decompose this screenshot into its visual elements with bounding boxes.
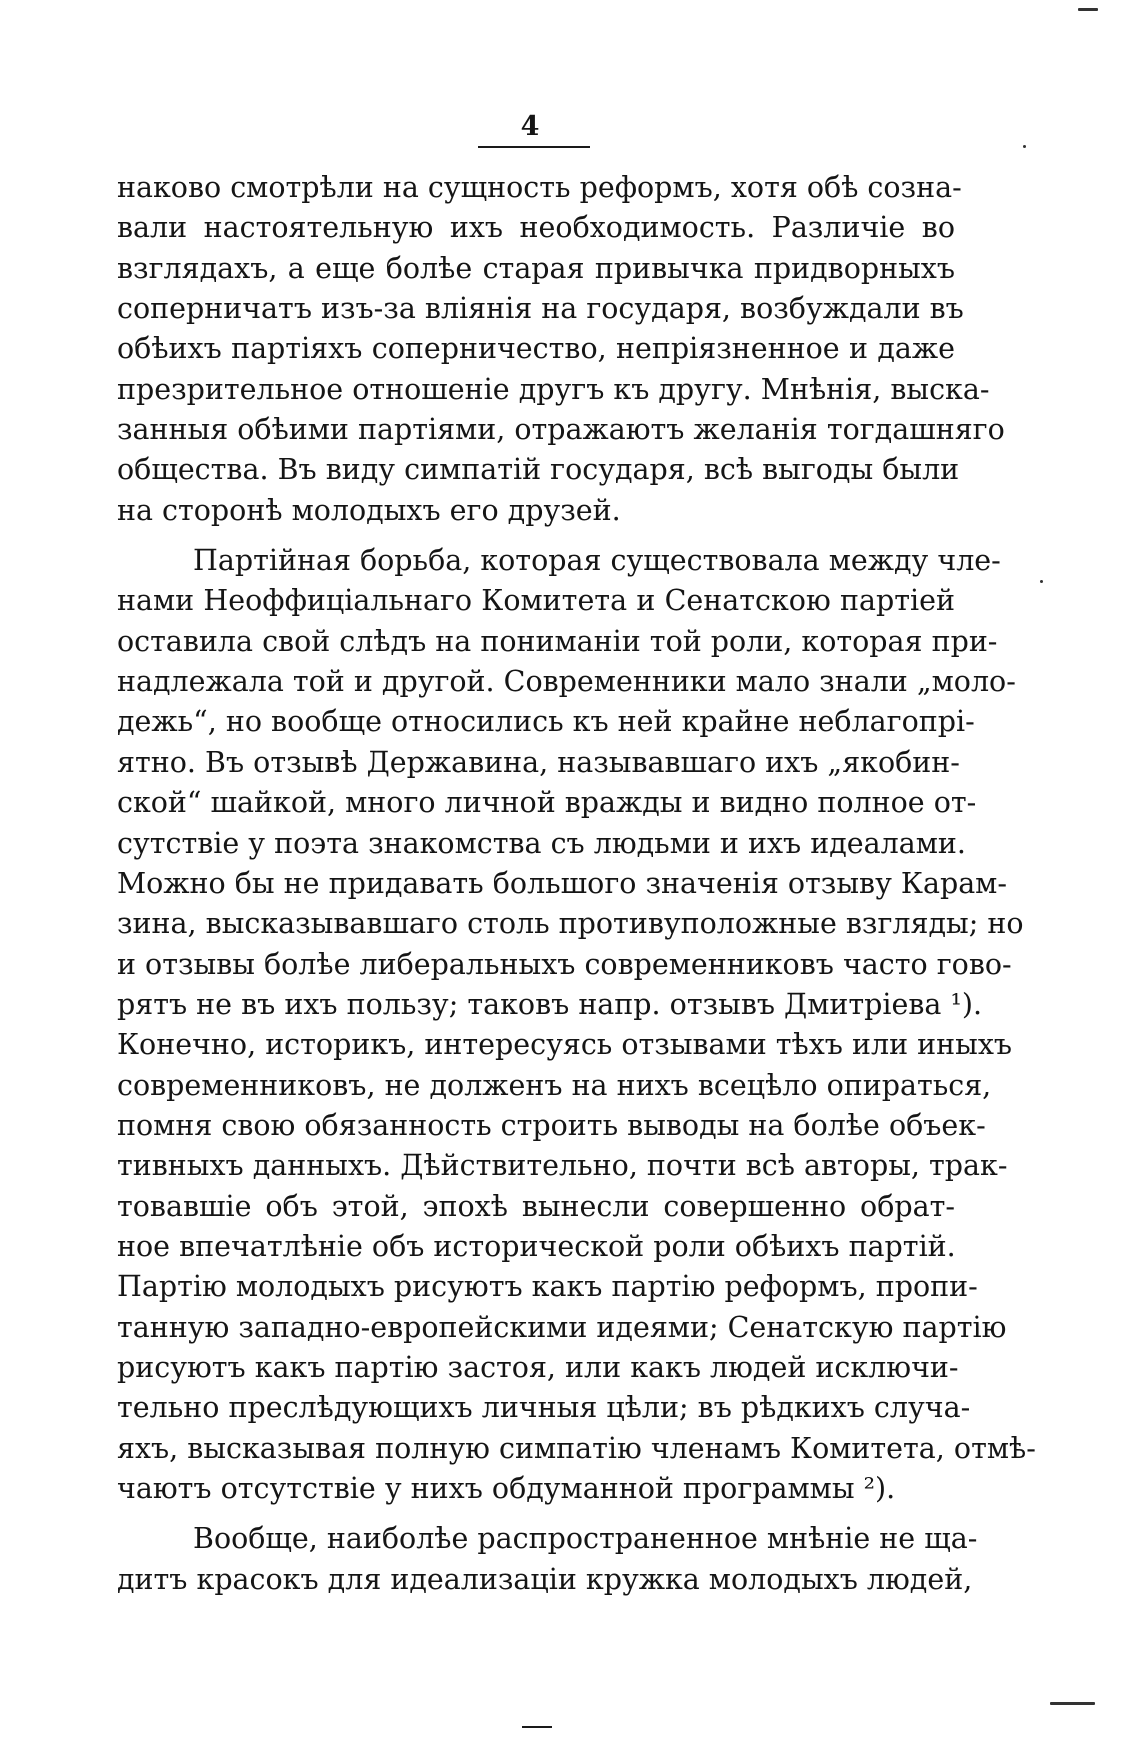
text-line: соперничатъ изъ-за вліянія на государя, возбуждали въ xyxy=(117,292,964,326)
text-line: рисуютъ какъ партію застоя, или какъ людей исключи- xyxy=(117,1350,959,1384)
text-line: чаютъ отсутствіе у нихъ обдуманной программы ²). xyxy=(117,1472,896,1505)
text-line: тельно преслѣдующихъ личныя цѣли; въ рѣдкихъ случа- xyxy=(117,1391,971,1425)
text-line: Вообще, наиболѣе распространенное мнѣніе не ща- xyxy=(193,1522,978,1556)
text-line: вали настоятельную ихъ необходимость. Различіе во xyxy=(117,211,955,245)
header-rule xyxy=(478,146,590,148)
text-line: Можно бы не придавать большого значенія отзыву Карам- xyxy=(117,866,1007,900)
text-line: взглядахъ, а еще болѣе старая привычка придворныхъ xyxy=(117,251,955,285)
text-line: Партійная борьба, которая существовала между чле- xyxy=(193,544,1001,578)
body-text xyxy=(117,168,1036,1600)
text-line: наково смотрѣли на сущность реформъ, хотя обѣ созна- xyxy=(117,171,962,204)
text-line: ное впечатлѣніе объ исторической роли обѣихъ партій. xyxy=(117,1229,956,1263)
paragraph xyxy=(117,168,1005,531)
text-line: дитъ красокъ для идеализаціи кружка молодыхъ людей, xyxy=(117,1562,973,1596)
paragraph xyxy=(117,541,1036,1509)
text-line: надлежала той и другой. Современники мало знали „моло- xyxy=(117,665,1016,699)
paragraph-gap xyxy=(117,531,955,541)
scan-speck xyxy=(1050,1702,1095,1705)
text-line: занныя обѣими партіями, отражаютъ желанія тогдашняго xyxy=(117,413,1005,447)
scan-speck xyxy=(1040,580,1043,583)
scan-speck xyxy=(1078,8,1098,11)
page-number: 4 xyxy=(520,111,540,142)
paragraph xyxy=(117,1519,978,1600)
text-line: нами Неоффиціальнаго Комитета и Сенатскою партіей xyxy=(117,584,955,618)
text-line: рятъ не въ ихъ пользу; таковъ напр. отзывъ Дмитріева ¹). xyxy=(117,987,983,1021)
footer-rule xyxy=(522,1726,552,1728)
text-line: яхъ, высказывая полную симпатію членамъ Комитета, отмѣ- xyxy=(117,1431,1036,1465)
text-line: дежь“, но вообще относились къ ней крайне неблагопрі- xyxy=(117,705,975,739)
text-line: помня свою обязанность строить выводы на болѣе объек- xyxy=(117,1108,986,1142)
text-line: на сторонѣ молодыхъ его друзей. xyxy=(117,493,621,527)
text-line: и отзывы болѣе либеральныхъ современниковъ часто гово- xyxy=(117,947,1012,981)
text-line: зина, высказывавшаго столь противуположные взгляды; но xyxy=(117,907,1024,941)
text-line: общества. Въ виду симпатій государя, всѣ выгоды были xyxy=(117,453,960,487)
text-line: сутствіе у поэта знакомства съ людьми и ихъ идеалами. xyxy=(117,826,966,860)
text-line: ятно. Въ отзывѣ Державина, называвшаго ихъ „якобин- xyxy=(117,745,960,779)
text-line: оставила свой слѣдъ на пониманіи той роли, которая при- xyxy=(117,624,998,658)
text-line: танную западно-европейскими идеями; Сенатскую партію xyxy=(117,1310,1007,1344)
text-line: Партію молодыхъ рисуютъ какъ партію реформъ, пропи- xyxy=(117,1270,978,1304)
paragraph-gap xyxy=(117,1509,955,1519)
text-line: товавшіе объ этой, эпохѣ вынесли совершенно обрат- xyxy=(117,1189,955,1223)
scan-speck xyxy=(1023,145,1026,148)
text-line: ской“ шайкой, много личной вражды и видно полное от- xyxy=(117,786,977,820)
text-line: презрительное отношеніе другъ къ другу. Мнѣнія, выска- xyxy=(117,372,990,406)
text-line: тивныхъ данныхъ. Дѣйствительно, почти всѣ авторы, трак- xyxy=(117,1149,1008,1183)
text-line: Конечно, историкъ, интересуясь отзывами тѣхъ или иныхъ xyxy=(117,1028,1013,1062)
text-line: обѣихъ партіяхъ соперничество, непріязненное и даже xyxy=(117,332,955,366)
text-line: современниковъ, не долженъ на нихъ всецѣло опираться, xyxy=(117,1068,992,1102)
